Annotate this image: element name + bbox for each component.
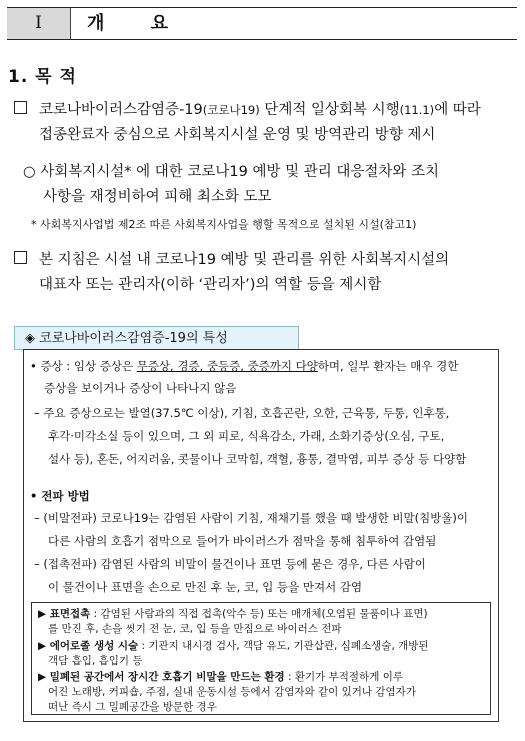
checkbox-square-icon — [14, 251, 27, 264]
symptom-line-1: • 증상 : 임상 증상은 무증상, 경증, 중등증, 중증까지 다양하며, 일부 환자는 매우 경한 — [30, 359, 459, 373]
purpose-heading — [8, 62, 77, 87]
purpose-heading-number: 1. — [8, 67, 29, 87]
checkbox-square-icon — [14, 101, 27, 114]
section-number: Ⅰ — [7, 8, 71, 39]
droplet-line-2: 다른 사람의 호흡기 점막으로 들어가 바이러스가 점막을 통해 침투하여 감염됨 — [48, 534, 437, 548]
symptom-line-2: 증상을 보이거나 증상이 나타나지 않음 — [44, 381, 237, 395]
transmission-title: • 전파 방법 — [30, 489, 90, 503]
section-header — [7, 7, 517, 40]
surface-contact-line-1: ▶ 표면접촉 : 감염된 사람과의 직접 접촉(악수 등) 또는 매개체(오염된 물품이나 표면) — [38, 608, 428, 620]
contact-line-1: – (접촉전파) 감염된 사람의 비말이 물건이나 표면 등에 묻은 경우, 다른 사람이 — [34, 557, 426, 571]
main-symptoms-3: 설사 등), 혼돈, 어지러움, 콧물이나 코막힘, 객혈, 흉통, 결막염, 피부 증상 등 다양함 — [48, 452, 467, 466]
purpose-item-2: 본 지침은 시설 내 코로나19 예방 및 관리를 위한 사회복지시설의 대표자 또는 관리자(이하 ‘관리자’)의 역할 등을 제시함 — [14, 248, 449, 298]
contact-line-2: 이 물건이나 표면을 손으로 만진 후 눈, 코, 입 등을 만져서 감염 — [48, 580, 363, 594]
main-symptoms-1: – 주요 증상으로는 발열(37.5℃ 이상), 기침, 호흡곤란, 오한, 근육통, 두통, 인후통, — [34, 406, 450, 420]
section-title: 개 요 — [87, 13, 189, 34]
closed-space-line-1: ▶ 밀폐된 공간에서 장시간 호흡기 비말을 만드는 환경 : 환기가 부적절하게 이루 — [38, 671, 403, 683]
aerosol-line-2: 객담 흡입, 흡입기 등 — [48, 655, 143, 667]
droplet-line-1: – (비말전파) 코로나19는 감염된 사람이 기침, 재채기를 했을 때 발생한 비말(침방울)이 — [34, 511, 469, 525]
footnote: * 사회복지사업법 제2조 따른 사회복지사업을 행할 목적으로 설치된 시설(참고1) — [31, 218, 417, 231]
closed-space-line-2: 어진 노래방, 커피숍, 주점, 실내 운동시설 등에서 감염자와 같이 있거나 감염자가 — [48, 686, 416, 698]
transmission-detail-box — [31, 602, 491, 715]
features-box — [23, 349, 499, 722]
features-title: ◈ 코로나바이러스감염증-19의 특성 — [14, 326, 299, 350]
main-symptoms-2: 후각·미각소실 등이 있으며, 그 외 피로, 식욕감소, 가래, 소화기증상(오심, 구토, — [48, 429, 445, 443]
purpose-item-1: 코로나바이러스감염증-19(코로나19) 단계적 일상회복 시행(11.1)에 따라 접종완료자 중심으로 사회복지시설 운영 및 방역관리 방향 제시 — [14, 98, 481, 148]
closed-space-line-3: 떠난 즉시 그 밀폐공간을 방문한 경우 — [48, 701, 217, 713]
aerosol-line-1: ▶ 에어로졸 생성 시술 : 기관지 내시경 검사, 객담 유도, 기관삽관, 심폐소생술, 개방된 — [38, 640, 429, 652]
surface-contact-line-2: 를 만진 후, 손을 씻기 전 눈, 코, 입 등을 만짐으로 바이러스 전파 — [48, 623, 342, 635]
purpose-heading-text: 목 적 — [35, 67, 77, 87]
purpose-sub-item: ○ 사회복지시설* 에 대한 코로나19 예방 및 관리 대응절차와 조치 사항을 재정비하여 피해 최소화 도모 — [23, 164, 440, 205]
